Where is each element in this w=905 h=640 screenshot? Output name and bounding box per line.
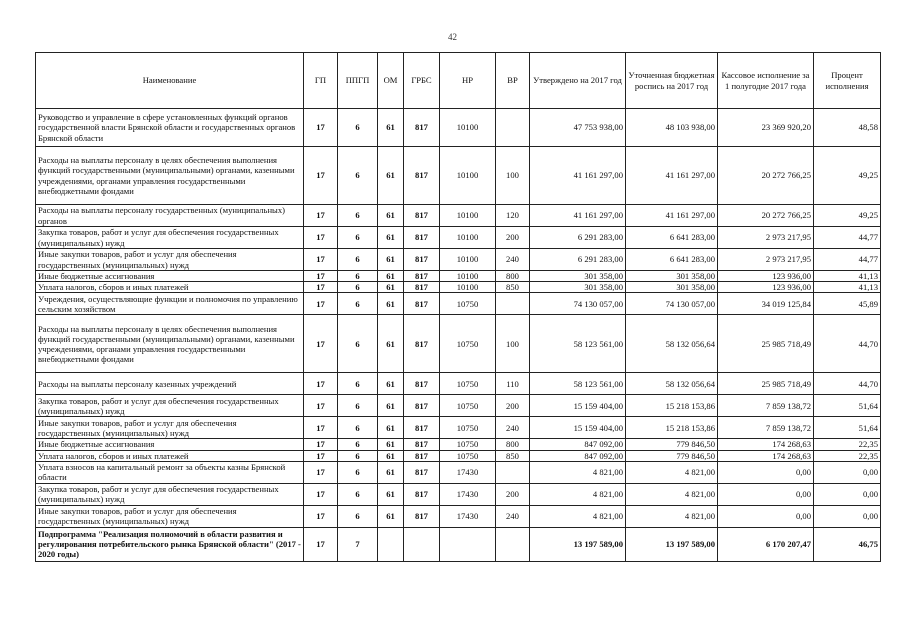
- table-row: [36, 147, 881, 205]
- row-grbs: 817: [404, 439, 440, 450]
- row-om: 61: [378, 395, 404, 417]
- row-percent: 0,00: [814, 505, 881, 527]
- row-approved: 4 821,00: [530, 505, 626, 527]
- row-nr: 10100: [440, 282, 496, 293]
- row-nr: 17430: [440, 505, 496, 527]
- row-name: Подпрограмма "Реализация полномочий в области развития и регулирования потребительского рынка Брянской области" (2017 - 2020 годы): [36, 527, 304, 561]
- row-ppgp: 6: [338, 315, 378, 373]
- row-ppgp: 6: [338, 483, 378, 505]
- row-refined: 6 641 283,00: [626, 227, 718, 249]
- row-cash: 0,00: [718, 461, 814, 483]
- row-approved: 41 161 297,00: [530, 205, 626, 227]
- row-om: 61: [378, 373, 404, 395]
- row-grbs: 817: [404, 395, 440, 417]
- row-cash: 7 859 138,72: [718, 395, 814, 417]
- row-percent: 41,13: [814, 271, 881, 282]
- table-row: [36, 205, 881, 227]
- row-name: Учреждения, осуществляющие функции и полномочия по управлению сельским хозяйством: [36, 293, 304, 315]
- row-ppgp: 6: [338, 505, 378, 527]
- row-grbs: 817: [404, 109, 440, 147]
- row-om: 61: [378, 282, 404, 293]
- row-approved: 301 358,00: [530, 271, 626, 282]
- row-nr: 17430: [440, 461, 496, 483]
- row-vr: [496, 461, 530, 483]
- row-cash: 34 019 125,84: [718, 293, 814, 315]
- page-number: 42: [448, 32, 457, 42]
- row-vr: 120: [496, 205, 530, 227]
- header-approved: Утверждено на 2017 год: [530, 53, 626, 109]
- row-cash: 20 272 766,25: [718, 147, 814, 205]
- row-grbs: 817: [404, 147, 440, 205]
- row-nr: 10100: [440, 205, 496, 227]
- row-ppgp: 6: [338, 109, 378, 147]
- row-ppgp: 6: [338, 461, 378, 483]
- row-ppgp: 6: [338, 147, 378, 205]
- row-om: 61: [378, 227, 404, 249]
- row-refined: 48 103 938,00: [626, 109, 718, 147]
- row-refined: 41 161 297,00: [626, 205, 718, 227]
- row-name: Расходы на выплаты персоналу казенных учреждений: [36, 373, 304, 395]
- row-grbs: 817: [404, 205, 440, 227]
- row-grbs: 817: [404, 271, 440, 282]
- row-om: 61: [378, 417, 404, 439]
- row-gp: 17: [304, 282, 338, 293]
- header-nr: НР: [440, 53, 496, 109]
- header-percent: Процент исполнения: [814, 53, 881, 109]
- row-name: Уплата налогов, сборов и иных платежей: [36, 282, 304, 293]
- table-row: [36, 109, 881, 147]
- row-cash: 6 170 207,47: [718, 527, 814, 561]
- row-ppgp: 6: [338, 205, 378, 227]
- row-gp: 17: [304, 505, 338, 527]
- row-grbs: 817: [404, 315, 440, 373]
- row-name: Иные закупки товаров, работ и услуг для обеспечения государственных (муниципальных) нужд: [36, 249, 304, 271]
- row-om: 61: [378, 147, 404, 205]
- row-ppgp: 6: [338, 282, 378, 293]
- row-vr: [496, 527, 530, 561]
- row-grbs: 817: [404, 505, 440, 527]
- row-approved: 301 358,00: [530, 282, 626, 293]
- row-vr: 100: [496, 147, 530, 205]
- row-approved: 15 159 404,00: [530, 395, 626, 417]
- row-name: Закупка товаров, работ и услуг для обеспечения государственных (муниципальных) нужд: [36, 483, 304, 505]
- row-refined: 6 641 283,00: [626, 249, 718, 271]
- row-gp: 17: [304, 527, 338, 561]
- row-name: Уплата взносов на капитальный ремонт за объекты казны Брянской области: [36, 461, 304, 483]
- row-ppgp: 6: [338, 249, 378, 271]
- row-grbs: 817: [404, 461, 440, 483]
- row-nr: 10100: [440, 227, 496, 249]
- header-name: Наименование: [36, 53, 304, 109]
- row-gp: 17: [304, 461, 338, 483]
- row-percent: 51,64: [814, 417, 881, 439]
- row-approved: 47 753 938,00: [530, 109, 626, 147]
- row-cash: 20 272 766,25: [718, 205, 814, 227]
- row-grbs: 817: [404, 249, 440, 271]
- row-cash: 0,00: [718, 505, 814, 527]
- row-om: 61: [378, 450, 404, 461]
- row-ppgp: 6: [338, 417, 378, 439]
- row-ppgp: 6: [338, 293, 378, 315]
- table-row: [36, 395, 881, 417]
- row-nr: 10750: [440, 439, 496, 450]
- row-vr: 240: [496, 249, 530, 271]
- row-name: Расходы на выплаты персоналу государственных (муниципальных) органов: [36, 205, 304, 227]
- row-ppgp: 6: [338, 439, 378, 450]
- row-grbs: 817: [404, 373, 440, 395]
- header-row: [36, 53, 881, 109]
- row-om: 61: [378, 439, 404, 450]
- row-vr: 800: [496, 439, 530, 450]
- row-refined: 58 132 056,64: [626, 315, 718, 373]
- row-percent: 45,89: [814, 293, 881, 315]
- row-percent: 44,77: [814, 227, 881, 249]
- row-ppgp: 6: [338, 271, 378, 282]
- row-om: 61: [378, 483, 404, 505]
- row-gp: 17: [304, 373, 338, 395]
- row-refined: 4 821,00: [626, 483, 718, 505]
- row-percent: 0,00: [814, 483, 881, 505]
- row-refined: 4 821,00: [626, 505, 718, 527]
- table-row: [36, 249, 881, 271]
- row-vr: 200: [496, 395, 530, 417]
- row-nr: 10750: [440, 417, 496, 439]
- row-grbs: 817: [404, 282, 440, 293]
- row-cash: 123 936,00: [718, 282, 814, 293]
- row-refined: 74 130 057,00: [626, 293, 718, 315]
- row-nr: 10750: [440, 293, 496, 315]
- row-om: 61: [378, 315, 404, 373]
- row-percent: 51,64: [814, 395, 881, 417]
- row-vr: 850: [496, 282, 530, 293]
- row-cash: 2 973 217,95: [718, 249, 814, 271]
- row-gp: 17: [304, 483, 338, 505]
- row-gp: 17: [304, 147, 338, 205]
- row-name: Уплата налогов, сборов и иных платежей: [36, 450, 304, 461]
- row-gp: 17: [304, 271, 338, 282]
- row-ppgp: 6: [338, 450, 378, 461]
- table-row: [36, 505, 881, 527]
- row-percent: 48,58: [814, 109, 881, 147]
- row-om: 61: [378, 505, 404, 527]
- row-vr: 800: [496, 271, 530, 282]
- row-nr: 10100: [440, 271, 496, 282]
- row-approved: 6 291 283,00: [530, 227, 626, 249]
- row-approved: 41 161 297,00: [530, 147, 626, 205]
- row-vr: 100: [496, 315, 530, 373]
- row-name: Иные закупки товаров, работ и услуг для обеспечения государственных (муниципальных) нужд: [36, 505, 304, 527]
- row-grbs: 817: [404, 417, 440, 439]
- row-gp: 17: [304, 293, 338, 315]
- row-ppgp: 7: [338, 527, 378, 561]
- row-vr: 850: [496, 450, 530, 461]
- row-approved: 15 159 404,00: [530, 417, 626, 439]
- row-cash: 123 936,00: [718, 271, 814, 282]
- row-cash: 25 985 718,49: [718, 373, 814, 395]
- row-gp: 17: [304, 315, 338, 373]
- row-name: Закупка товаров, работ и услуг для обеспечения государственных (муниципальных) нужд: [36, 227, 304, 249]
- row-om: 61: [378, 109, 404, 147]
- row-percent: 22,35: [814, 439, 881, 450]
- row-approved: 58 123 561,00: [530, 373, 626, 395]
- row-percent: 44,70: [814, 315, 881, 373]
- row-gp: 17: [304, 450, 338, 461]
- header-om: ОМ: [378, 53, 404, 109]
- row-approved: 847 092,00: [530, 439, 626, 450]
- row-name: Руководство и управление в сфере установленных функций органов государственной власти Брянской области и государственных органов Брянской области: [36, 109, 304, 147]
- row-nr: 17430: [440, 483, 496, 505]
- row-nr: 10750: [440, 315, 496, 373]
- table-row: [36, 450, 881, 461]
- row-refined: 13 197 589,00: [626, 527, 718, 561]
- table-row: [36, 439, 881, 450]
- row-percent: 22,35: [814, 450, 881, 461]
- row-approved: 847 092,00: [530, 450, 626, 461]
- row-name: Закупка товаров, работ и услуг для обеспечения государственных (муниципальных) нужд: [36, 395, 304, 417]
- row-cash: 23 369 920,20: [718, 109, 814, 147]
- table-row: [36, 461, 881, 483]
- row-ppgp: 6: [338, 227, 378, 249]
- row-cash: 0,00: [718, 483, 814, 505]
- row-name: Иные бюджетные ассигнования: [36, 271, 304, 282]
- row-vr: [496, 109, 530, 147]
- row-om: 61: [378, 249, 404, 271]
- row-nr: 10750: [440, 450, 496, 461]
- row-refined: 779 846,50: [626, 450, 718, 461]
- header-ppgp: ППГП: [338, 53, 378, 109]
- row-approved: 74 130 057,00: [530, 293, 626, 315]
- row-grbs: [404, 527, 440, 561]
- row-refined: 301 358,00: [626, 282, 718, 293]
- row-name: Иные бюджетные ассигнования: [36, 439, 304, 450]
- row-refined: 15 218 153,86: [626, 395, 718, 417]
- row-approved: 13 197 589,00: [530, 527, 626, 561]
- row-nr: [440, 527, 496, 561]
- row-gp: 17: [304, 205, 338, 227]
- row-gp: 17: [304, 249, 338, 271]
- row-percent: 44,70: [814, 373, 881, 395]
- row-nr: 10100: [440, 249, 496, 271]
- row-om: 61: [378, 293, 404, 315]
- row-om: 61: [378, 271, 404, 282]
- row-om: 61: [378, 205, 404, 227]
- row-name: Иные закупки товаров, работ и услуг для обеспечения государственных (муниципальных) нужд: [36, 417, 304, 439]
- row-cash: 7 859 138,72: [718, 417, 814, 439]
- table-row: [36, 315, 881, 373]
- row-gp: 17: [304, 395, 338, 417]
- row-refined: 15 218 153,86: [626, 417, 718, 439]
- row-vr: [496, 293, 530, 315]
- budget-table: [35, 52, 881, 562]
- row-grbs: 817: [404, 483, 440, 505]
- row-approved: 6 291 283,00: [530, 249, 626, 271]
- row-approved: 58 123 561,00: [530, 315, 626, 373]
- row-cash: 174 268,63: [718, 439, 814, 450]
- header-grbs: ГРБС: [404, 53, 440, 109]
- row-percent: 0,00: [814, 461, 881, 483]
- table-row: [36, 282, 881, 293]
- row-refined: 4 821,00: [626, 461, 718, 483]
- row-om: 61: [378, 461, 404, 483]
- table-row: [36, 417, 881, 439]
- table-row: [36, 271, 881, 282]
- row-vr: 240: [496, 505, 530, 527]
- row-percent: 41,13: [814, 282, 881, 293]
- row-percent: 46,75: [814, 527, 881, 561]
- header-refined: Уточненная бюджетная роспись на 2017 год: [626, 53, 718, 109]
- row-grbs: 817: [404, 227, 440, 249]
- row-percent: 49,25: [814, 205, 881, 227]
- row-refined: 41 161 297,00: [626, 147, 718, 205]
- table-row: [36, 483, 881, 505]
- row-gp: 17: [304, 227, 338, 249]
- row-grbs: 817: [404, 450, 440, 461]
- row-nr: 10100: [440, 109, 496, 147]
- row-nr: 10750: [440, 395, 496, 417]
- row-approved: 4 821,00: [530, 483, 626, 505]
- row-percent: 49,25: [814, 147, 881, 205]
- row-refined: 58 132 056,64: [626, 373, 718, 395]
- row-cash: 174 268,63: [718, 450, 814, 461]
- row-name: Расходы на выплаты персоналу в целях обеспечения выполнения функций государственными (муниципальными) органами, казенными учреждениями, органами управления государственными внебюджетными фондами: [36, 315, 304, 373]
- table-row: [36, 527, 881, 561]
- table-row: [36, 227, 881, 249]
- row-refined: 779 846,50: [626, 439, 718, 450]
- row-cash: 2 973 217,95: [718, 227, 814, 249]
- row-vr: 110: [496, 373, 530, 395]
- row-cash: 25 985 718,49: [718, 315, 814, 373]
- header-cash: Кассовое исполнение за 1 полугодие 2017 года: [718, 53, 814, 109]
- row-percent: 44,77: [814, 249, 881, 271]
- table-row: [36, 293, 881, 315]
- row-approved: 4 821,00: [530, 461, 626, 483]
- row-gp: 17: [304, 417, 338, 439]
- row-vr: 240: [496, 417, 530, 439]
- header-vr: ВР: [496, 53, 530, 109]
- header-gp: ГП: [304, 53, 338, 109]
- row-ppgp: 6: [338, 395, 378, 417]
- row-grbs: 817: [404, 293, 440, 315]
- row-nr: 10750: [440, 373, 496, 395]
- row-gp: 17: [304, 109, 338, 147]
- row-ppgp: 6: [338, 373, 378, 395]
- row-name: Расходы на выплаты персоналу в целях обеспечения выполнения функций государственными (муниципальными) органами, казенными учреждениями, органами управления государственными внебюджетными фондами: [36, 147, 304, 205]
- table-row: [36, 373, 881, 395]
- row-vr: 200: [496, 227, 530, 249]
- row-gp: 17: [304, 439, 338, 450]
- row-vr: 200: [496, 483, 530, 505]
- row-refined: 301 358,00: [626, 271, 718, 282]
- row-nr: 10100: [440, 147, 496, 205]
- row-om: [378, 527, 404, 561]
